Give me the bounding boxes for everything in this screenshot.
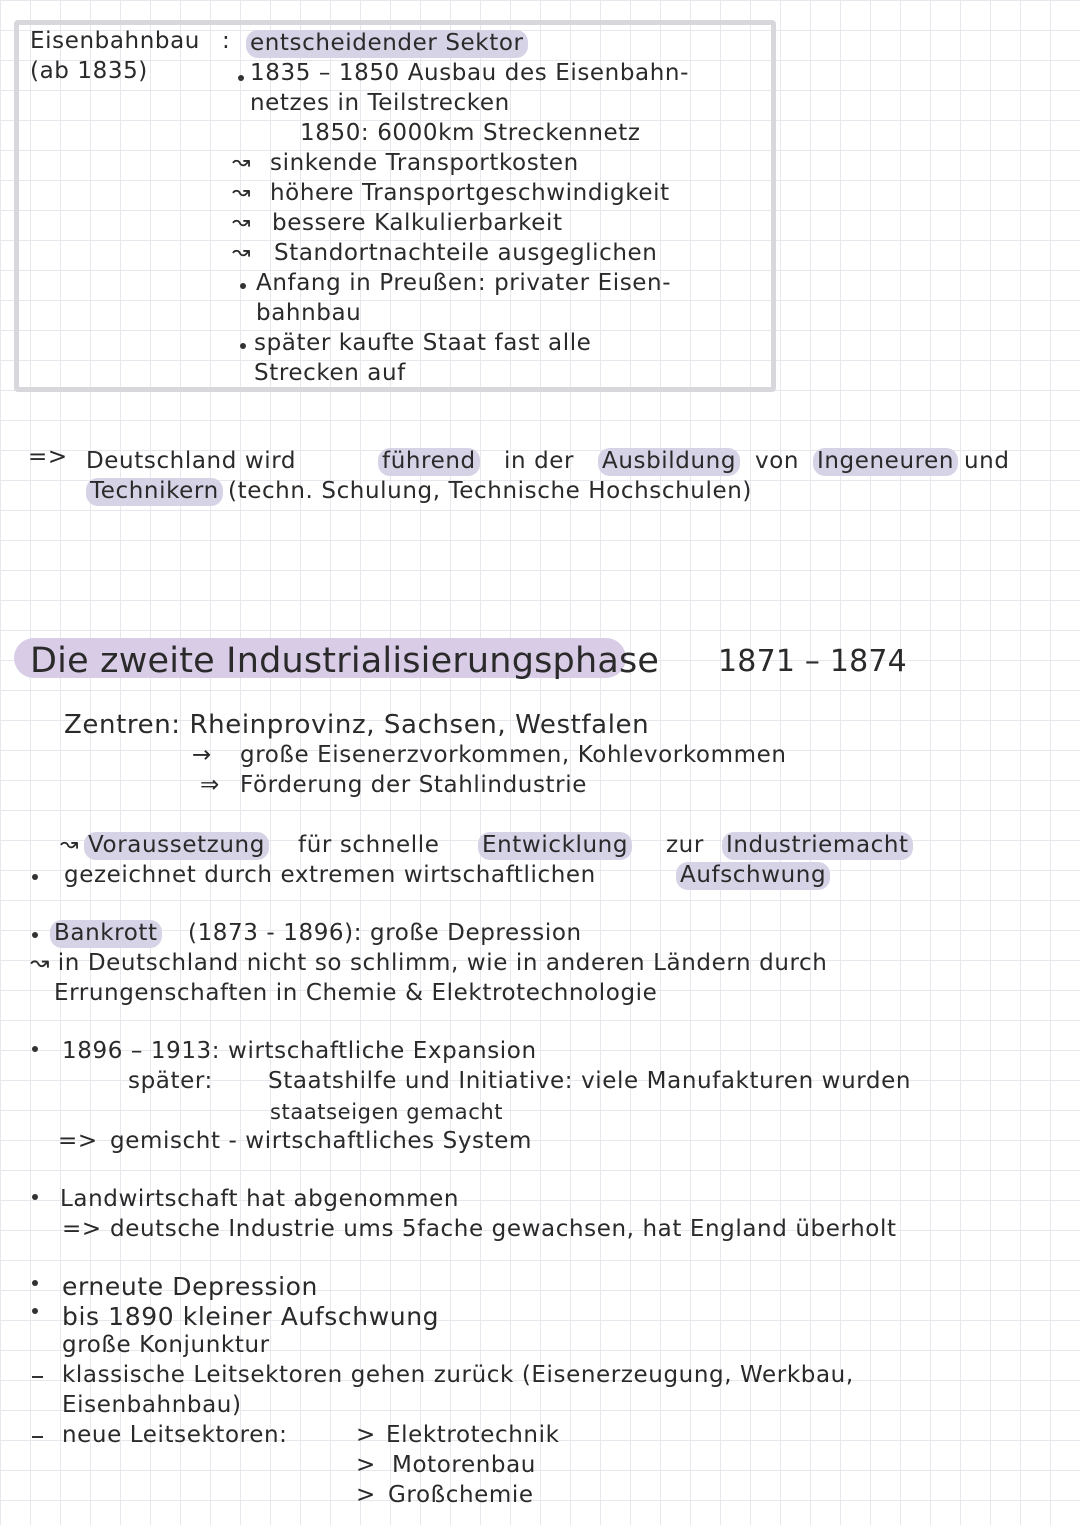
body-text: erneute Depression: [62, 1272, 318, 1301]
body-text: bis 1890 kleiner Aufschwung: [62, 1302, 440, 1331]
body-text: Landwirtschaft hat abgenommen: [60, 1186, 460, 1212]
highlight-industriemacht: Industriemacht: [722, 832, 913, 860]
box-line: 1850: 6000km Streckennetz: [300, 120, 641, 146]
body-text: zur: [666, 832, 704, 858]
consequence-arrow-icon: ↝: [60, 832, 80, 857]
body-text: 1896 – 1913: wirtschaftliche Expansion: [62, 1038, 537, 1064]
body-text: ↝ in Deutschland nicht so schlimm, wie in anderen Ländern durch: [30, 950, 828, 976]
bullet: [32, 1194, 38, 1200]
box-line: später kaufte Staat fast alle: [254, 330, 592, 356]
highlight-aufschwung: Aufschwung: [676, 862, 830, 890]
box-line: netzes in Teilstrecken: [250, 90, 510, 116]
box-line: höhere Transportgeschwindigkeit: [270, 180, 670, 206]
zentren-detail: Förderung der Stahlindustrie: [240, 772, 587, 798]
bullet: [240, 283, 246, 289]
box-line: 1835 – 1850 Ausbau des Eisenbahn-: [250, 60, 689, 86]
conclusion-text: von: [755, 448, 800, 474]
zentren-detail: große Eisenerzvorkommen, Kohlevorkommen: [240, 742, 787, 768]
box-colon: :: [222, 28, 231, 54]
body-text: Eisenbahnbau): [62, 1392, 242, 1418]
box-line: bahnbau: [256, 300, 362, 326]
consequence-arrow-icon: ↝: [232, 210, 252, 235]
highlight-entwicklung: Entwicklung: [478, 832, 632, 860]
chevron-right-icon: >: [356, 1452, 376, 1478]
highlight-ingeneuren: Ingeneuren: [813, 448, 958, 476]
bullet: [32, 874, 38, 880]
box-line: sinkende Transportkosten: [270, 150, 579, 176]
body-text: später:: [128, 1068, 213, 1094]
double-arrow-icon: ⇒: [200, 772, 220, 798]
body-text: große Konjunktur: [62, 1332, 270, 1358]
box-label: Eisenbahnbau: [30, 28, 200, 54]
arrow-icon: →: [192, 742, 212, 768]
section-title: Die zweite Industrialisierungsphase: [30, 641, 660, 681]
conclusion-arrow-icon: =>: [28, 444, 68, 470]
conclusion-text: Deutschland wird: [86, 448, 297, 474]
bullet: [240, 343, 246, 349]
consequence-arrow-icon: ↝: [232, 180, 252, 205]
body-text: neue Leitsektoren:: [62, 1422, 288, 1448]
leitsektor-item: Motorenbau: [392, 1452, 536, 1478]
box-line: Standortnachteile ausgeglichen: [274, 240, 658, 266]
dash-bullet: [32, 1376, 43, 1378]
bullet: [32, 1308, 38, 1314]
highlight-technikern: Technikern: [86, 478, 223, 506]
chevron-right-icon: >: [356, 1482, 376, 1508]
box-label-date: (ab 1835): [30, 58, 148, 84]
body-text: Staatshilfe und Initiative: viele Manufakturen wurden: [268, 1068, 912, 1094]
dash-bullet: [32, 1436, 43, 1438]
consequence-arrow-icon: ↝: [232, 150, 252, 175]
double-arrow-icon: =>: [62, 1216, 102, 1242]
highlight-ausbildung: Ausbildung: [598, 448, 740, 476]
conclusion-text: (techn. Schulung, Technische Hochschulen): [228, 478, 752, 504]
section-years: 1871 – 1874: [718, 644, 907, 679]
conclusion-text: in der: [504, 448, 575, 474]
leitsektor-item: Großchemie: [388, 1482, 534, 1508]
body-text: klassische Leitsektoren gehen zurück (Eisenerzeugung, Werkbau,: [62, 1362, 854, 1388]
body-text: gezeichnet durch extremen wirtschaftlichen: [64, 862, 596, 888]
body-text: für schnelle: [298, 832, 440, 858]
body-text: Errungenschaften in Chemie & Elektrotechnologie: [54, 980, 658, 1006]
body-text: (1873 - 1896): große Depression: [188, 920, 582, 946]
bullet: [32, 1280, 38, 1286]
highlight-voraussetzung: Voraussetzung: [84, 832, 269, 860]
double-arrow-icon: =>: [58, 1128, 98, 1154]
box-line: Anfang in Preußen: privater Eisen-: [256, 270, 672, 296]
bullet: [32, 932, 38, 938]
zentren-line: Zentren: Rheinprovinz, Sachsen, Westfalen: [64, 710, 650, 740]
highlight-fuehrend: führend: [378, 448, 480, 476]
leitsektor-item: Elektrotechnik: [386, 1422, 560, 1448]
conclusion-text: und: [964, 448, 1010, 474]
box-line: Strecken auf: [254, 360, 406, 386]
body-text: staatseigen gemacht: [270, 1100, 504, 1124]
consequence-arrow-icon: ↝: [232, 240, 252, 265]
box-line: bessere Kalkulierbarkeit: [272, 210, 563, 236]
chevron-right-icon: >: [356, 1422, 376, 1448]
bullet: [238, 75, 244, 81]
bullet: [32, 1046, 38, 1052]
sector-highlight: entscheidender Sektor: [246, 30, 528, 58]
highlight-bankrott: Bankrott: [50, 920, 162, 948]
body-text: deutsche Industrie ums 5fache gewachsen, hat England überholt: [110, 1216, 897, 1242]
body-text: gemischt - wirtschaftliches System: [110, 1128, 532, 1154]
